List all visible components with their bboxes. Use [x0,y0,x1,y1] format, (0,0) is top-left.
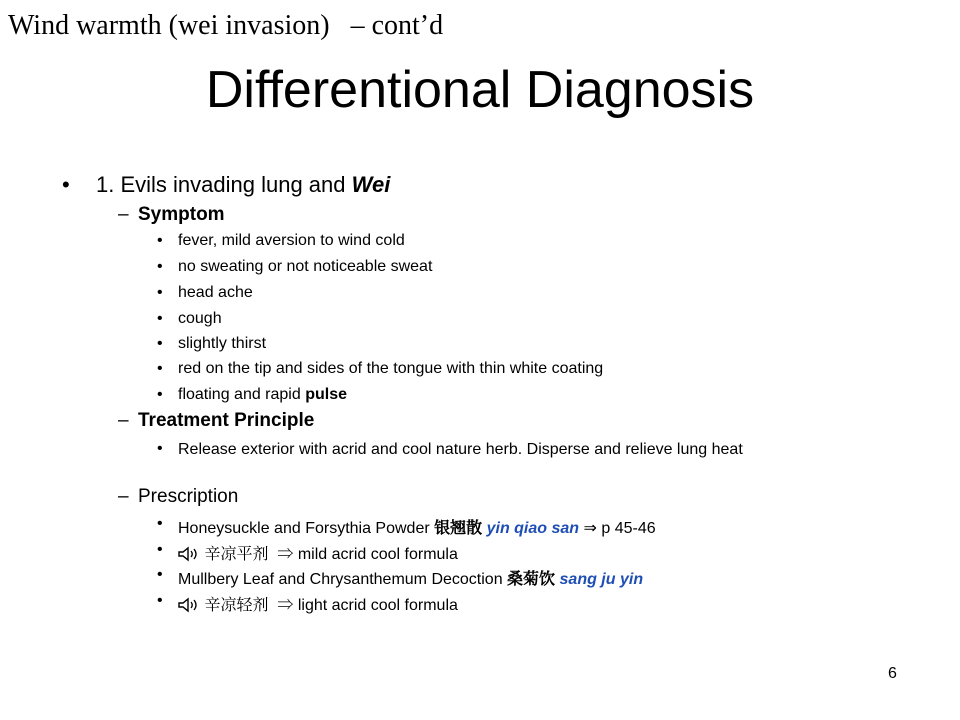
slide-title: Differentional Diagnosis [205,61,755,119]
symptom-heading: – Symptom [118,204,225,225]
slide-header: Wind warmth (wei invasion) – cont’d [8,10,444,41]
section-label-emph: Wei [351,172,391,197]
section-label: 1. Evils invading lung and Wei [96,172,391,197]
speaker-icon [178,546,200,562]
bullet: • [62,172,70,197]
prescription-heading: – Prescription [118,486,239,507]
speaker-icon [178,597,200,613]
page-number: 6 [888,665,897,682]
treatment-heading: – Treatment Principle [118,410,315,431]
